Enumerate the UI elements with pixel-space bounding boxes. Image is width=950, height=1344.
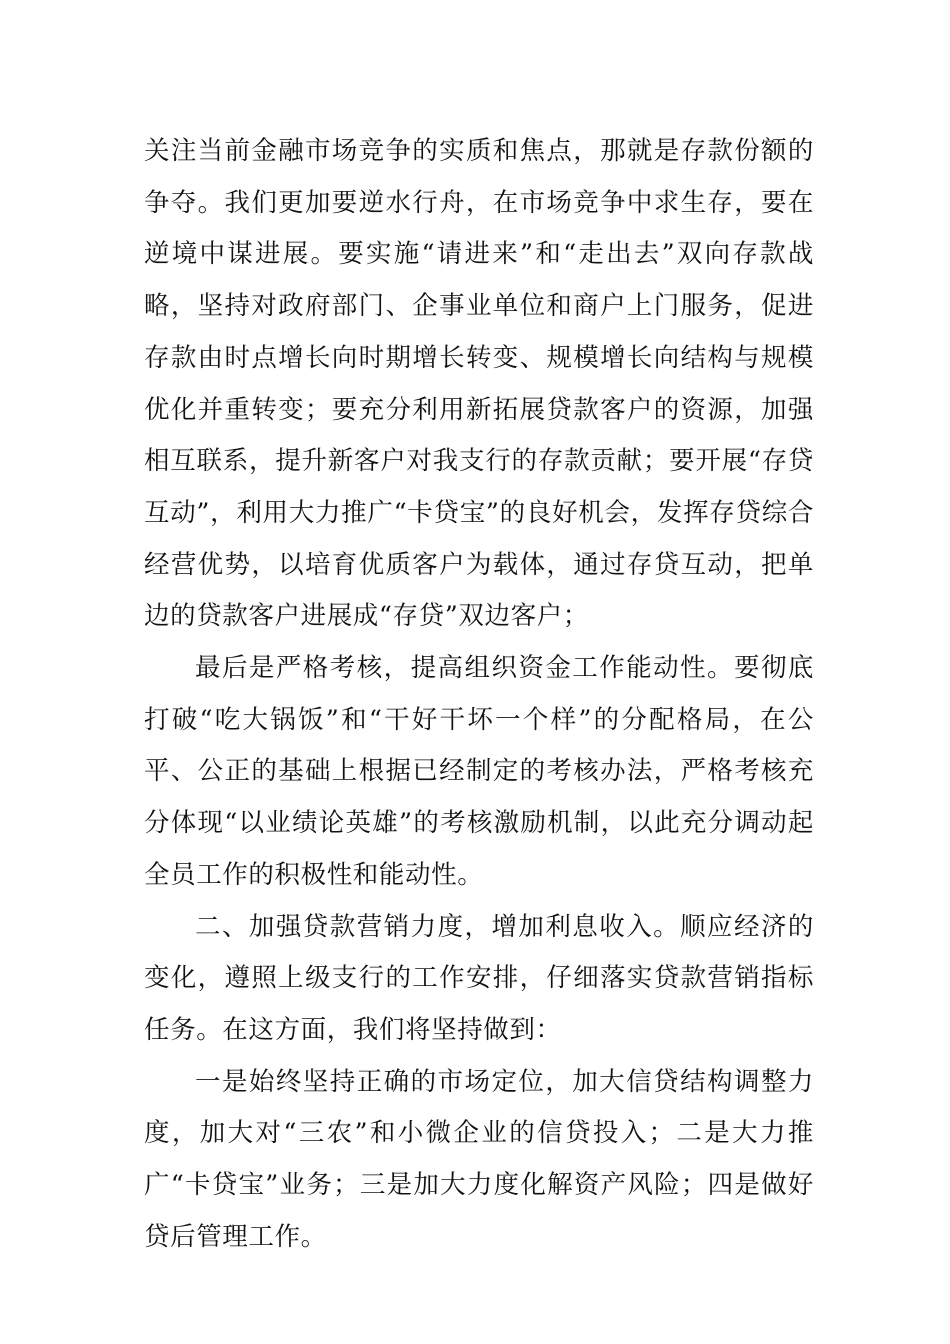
paragraph: 最后是严格考核，提高组织资金工作能动性。要彻底打破“吃大锅饭”和“干好干坏一个样”的分配格局，在公平、公正的基础上根据已经制定的考核办法，严格考核充分体现“以业绩论英雄”的考核激励机制，以此充分调动起全员工作的积极性和能动性。 bbox=[144, 653, 814, 890]
paragraph: 关注当前金融市场竞争的实质和焦点，那就是存款份额的争夺。我们更加要逆水行舟，在市场竞争中求生存，要在逆境中谋进展。要实施“请进来”和“走出去”双向存款战略，坚持对政府部门、企事业单位和商户上门服务，促进存款由时点增长向时期增长转变、规模增长向结构与规模优化并重转变；要充分利用新拓展贷款客户的资源，加强相互联系，提升新客户对我支行的存款贡献；要开展“存贷互动”，利用大力推广“卡贷宝”的良好机会，发挥存贷综合经营优势，以培育优质客户为载体，通过存贷互动，把单边的贷款客户进展成“存贷”双边客户； bbox=[144, 136, 814, 632]
document-body bbox=[144, 126, 814, 1263]
paragraph: 一是始终坚持正确的市场定位，加大信贷结构调整力度，加大对“三农”和小微企业的信贷投入；二是大力推广“卡贷宝”业务；三是加大力度化解资产风险；四是做好贷后管理工作。 bbox=[144, 1066, 814, 1252]
paragraph: 二、加强贷款营销力度，增加利息收入。顺应经济的变化，遵照上级支行的工作安排，仔细落实贷款营销指标任务。在这方面，我们将坚持做到： bbox=[144, 911, 814, 1045]
